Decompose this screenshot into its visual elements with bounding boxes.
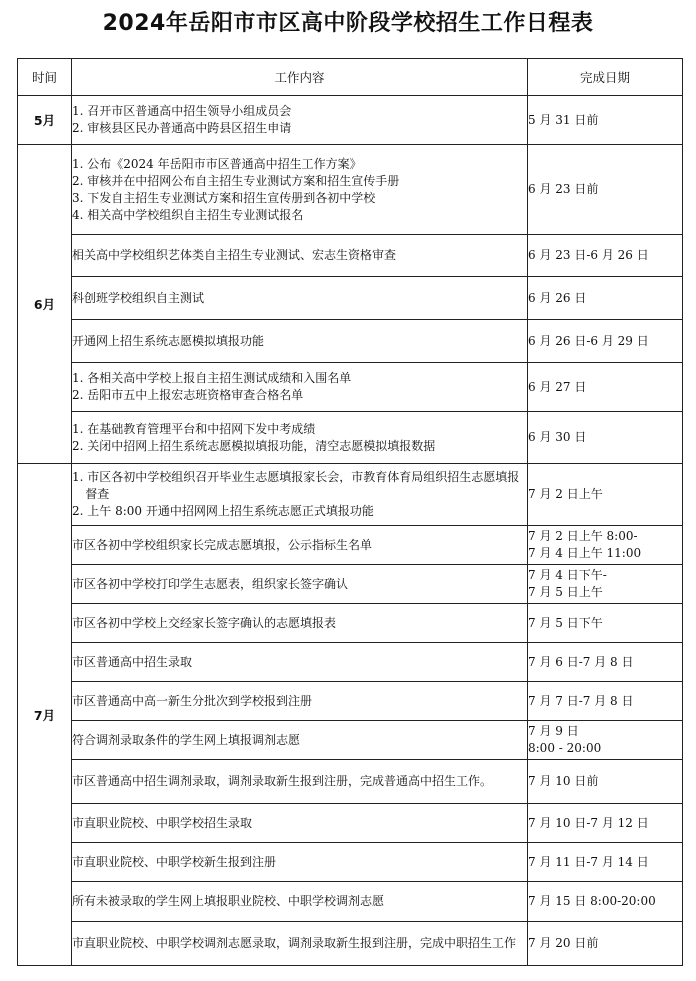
month-may: 5月 — [18, 96, 72, 145]
table-row — [18, 760, 683, 804]
task-line: 市区各初中学校组织家长完成志愿填报，公示指标生名单 — [72, 537, 373, 552]
task-line: 2. 审核县区民办普通高中跨县区招生申请 — [72, 121, 292, 135]
task-cell — [72, 804, 528, 843]
table-row — [18, 320, 683, 363]
table-row — [18, 412, 683, 464]
table-row — [18, 882, 683, 922]
date-line: 7 月 10 日-7 月 12 日 — [528, 815, 649, 830]
date-cell — [528, 604, 683, 643]
task-cell — [72, 760, 528, 804]
date-cell — [528, 721, 683, 760]
table-row — [18, 604, 683, 643]
table-row — [18, 643, 683, 682]
date-cell — [528, 96, 683, 145]
task-line: 4. 相关高中学校组织自主招生专业测试报名 — [72, 207, 304, 222]
task-line: 所有未被录取的学生网上填报职业院校、中职学校调剂志愿 — [72, 894, 385, 908]
date-cell — [528, 843, 683, 882]
date-line: 6 月 30 日 — [528, 430, 587, 444]
task-line: 市区普通高中高一新生分批次到学校报到注册 — [72, 693, 313, 708]
task-line: 2. 岳阳市五中上报宏志班资格审查合格名单 — [72, 388, 304, 402]
table-row — [18, 96, 683, 145]
header-time: 时间 — [18, 59, 72, 96]
task-cell — [72, 526, 528, 565]
task-line: 科创班学校组织自主测试 — [72, 290, 205, 305]
month-june: 6月 — [18, 145, 72, 464]
page-title: 2024年岳阳市市区高中阶段学校招生工作日程表 — [102, 11, 594, 36]
task-line: 市直职业院校、中职学校招生录取 — [72, 815, 253, 830]
date-line: 7 月 5 日下午 — [528, 615, 603, 630]
task-line: 1. 召开市区普通高中招生领导小组成员会 — [72, 104, 292, 118]
date-line: 7 月 4 日上午 11:00 — [528, 546, 642, 560]
table-row — [18, 804, 683, 843]
date-line: 6 月 27 日 — [528, 379, 587, 394]
task-cell — [72, 604, 528, 643]
table-header-row — [18, 59, 683, 96]
date-cell — [528, 145, 683, 235]
date-cell — [528, 922, 683, 966]
date-cell — [528, 464, 683, 526]
table-row — [18, 526, 683, 565]
date-line: 7 月 6 日-7 月 8 日 — [528, 654, 634, 669]
date-line: 6 月 26 日 — [528, 290, 587, 305]
date-line: 8:00 - 20:00 — [528, 741, 602, 755]
date-line: 7 月 11 日-7 月 14 日 — [528, 854, 649, 869]
task-line: 市直职业院校、中职学校调剂志愿录取，调剂录取新生报到注册，完成中职招生工作 — [72, 936, 517, 950]
table-row — [18, 843, 683, 882]
date-line: 7 月 9 日 — [528, 724, 579, 738]
table-row — [18, 922, 683, 966]
task-cell — [72, 145, 528, 235]
date-cell — [528, 882, 683, 922]
task-cell — [72, 464, 528, 526]
task-line: 3. 下发自主招生专业测试方案和招生宣传册到各初中学校 — [72, 190, 376, 205]
task-line: 1. 市区各初中学校组织召开毕业生志愿填报家长会，市教育体育局组织招生志愿填报督查 — [72, 470, 520, 501]
table-row — [18, 721, 683, 760]
date-line: 7 月 2 日上午 — [528, 487, 603, 501]
header-content: 工作内容 — [72, 59, 528, 96]
date-cell — [528, 804, 683, 843]
date-cell — [528, 412, 683, 464]
date-line: 6 月 23 日-6 月 26 日 — [528, 248, 649, 262]
date-line: 7 月 4 日下午- — [528, 568, 607, 582]
task-line: 市区普通高中招生调剂录取，调剂录取新生报到注册，完成普通高中招生工作。 — [72, 774, 493, 788]
table-row — [18, 145, 683, 235]
task-cell — [72, 882, 528, 922]
table-row — [18, 235, 683, 277]
table-row — [18, 682, 683, 721]
task-line: 相关高中学校组织艺体类自主招生专业测试、宏志生资格审查 — [72, 248, 397, 262]
task-cell — [72, 922, 528, 966]
task-line: 市区各初中学校打印学生志愿表，组织家长签字确认 — [72, 576, 349, 591]
task-cell — [72, 721, 528, 760]
date-line: 7 月 5 日上午 — [528, 585, 603, 599]
date-line: 6 月 23 日前 — [528, 182, 599, 196]
date-cell — [528, 760, 683, 804]
task-cell — [72, 363, 528, 412]
task-cell — [72, 682, 528, 721]
task-line: 开通网上招生系统志愿模拟填报功能 — [72, 333, 265, 348]
task-cell — [72, 235, 528, 277]
date-cell — [528, 277, 683, 320]
date-cell — [528, 565, 683, 604]
task-line: 2. 关闭中招网上招生系统志愿模拟填报功能，清空志愿模拟填报数据 — [72, 438, 436, 453]
date-cell — [528, 526, 683, 565]
table-row — [18, 565, 683, 604]
date-line: 7 月 15 日 8:00-20:00 — [528, 894, 656, 908]
date-cell — [528, 643, 683, 682]
schedule-table — [17, 58, 683, 966]
date-cell — [528, 363, 683, 412]
date-line: 7 月 20 日前 — [528, 936, 599, 950]
task-line: 符合调剂录取条件的学生网上填报调剂志愿 — [72, 732, 301, 747]
task-line: 市区各初中学校上交经家长签字确认的志愿填报表 — [72, 615, 337, 630]
date-cell — [528, 320, 683, 363]
task-line: 2. 审核并在中招网公布自主招生专业测试方案和招生宣传手册 — [72, 173, 400, 188]
task-line: 2. 上午 8:00 开通中招网网上招生系统志愿正式填报功能 — [72, 504, 374, 518]
task-cell — [72, 843, 528, 882]
task-line: 市区普通高中招生录取 — [72, 654, 193, 669]
task-cell — [72, 412, 528, 464]
task-cell — [72, 277, 528, 320]
task-line: 1. 公布《2024 年岳阳市市区普通高中招生工作方案》 — [72, 156, 362, 171]
task-line: 市直职业院校、中职学校新生报到注册 — [72, 854, 277, 869]
header-date: 完成日期 — [528, 59, 683, 96]
date-line: 7 月 7 日-7 月 8 日 — [528, 693, 634, 708]
task-cell — [72, 565, 528, 604]
date-line: 7 月 2 日上午 8:00- — [528, 529, 638, 543]
task-line: 1. 在基础教育管理平台和中招网下发中考成绩 — [72, 421, 316, 436]
date-cell — [528, 235, 683, 277]
date-line: 6 月 26 日-6 月 29 日 — [528, 333, 649, 348]
task-line: 1. 各相关高中学校上报自主招生测试成绩和入围名单 — [72, 371, 352, 385]
date-line: 5 月 31 日前 — [528, 112, 599, 127]
task-cell — [72, 643, 528, 682]
date-cell — [528, 682, 683, 721]
date-line: 7 月 10 日前 — [528, 774, 599, 788]
month-july: 7月 — [18, 464, 72, 966]
table-row — [18, 363, 683, 412]
task-cell — [72, 96, 528, 145]
task-cell — [72, 320, 528, 363]
table-row — [18, 464, 683, 526]
table-row — [18, 277, 683, 320]
